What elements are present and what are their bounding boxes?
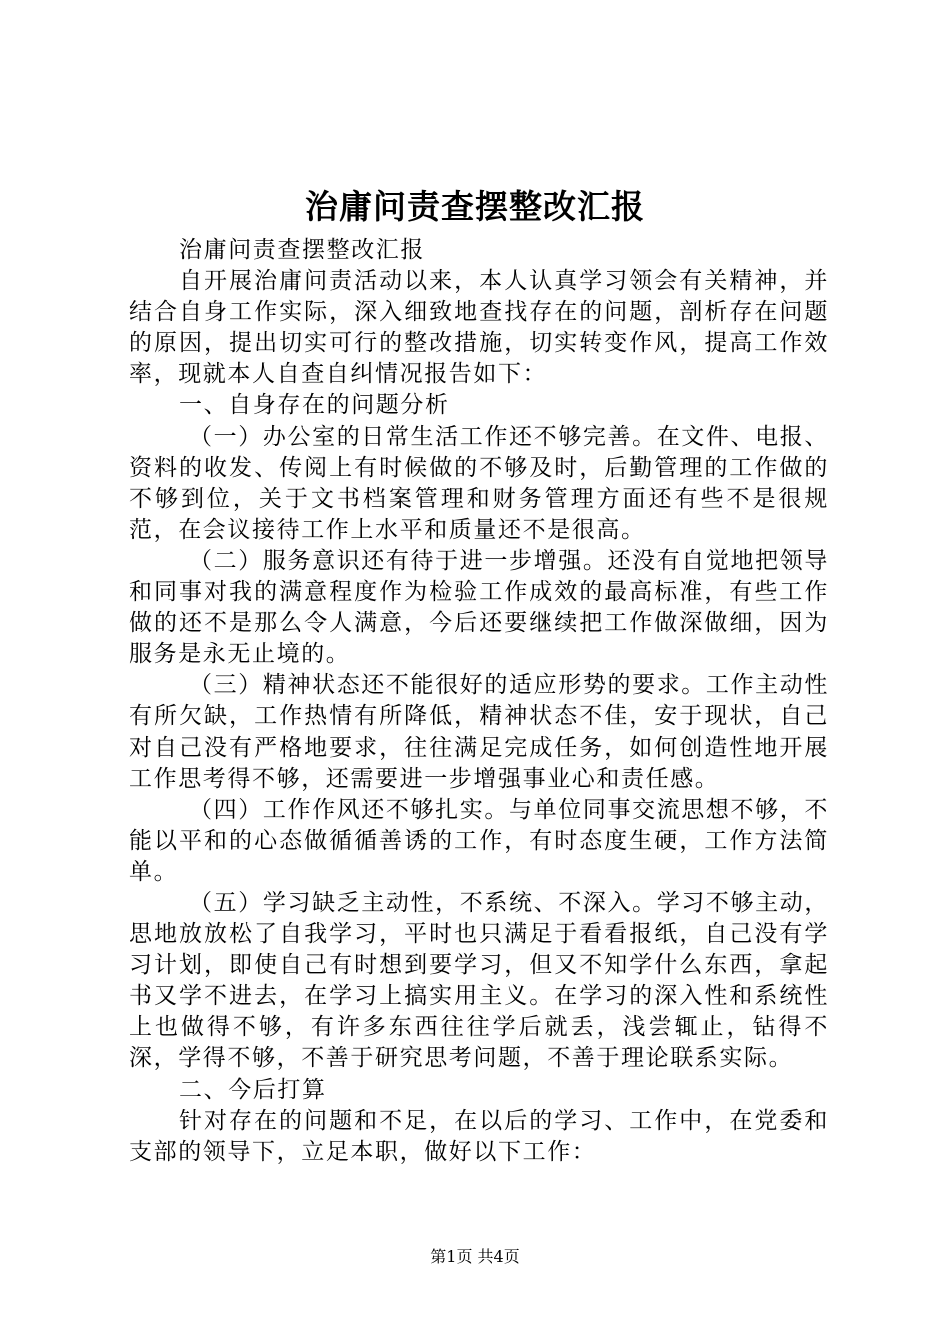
document-title: 治庸问责查摆整改汇报 [305,187,645,226]
section-heading-plans: 二、今后打算 [179,1076,327,1103]
paragraph-problem-2: （二）服务意识还有待于进一步增强。还没有自觉地把领导和同事对我的满意程度作为检验工作成效的最高标准，有些工作做的还不是那么令人满意，今后还要继续把工作做深做细，因为服务是永无止境的。 [129,547,829,668]
section-heading-problems: 一、自身存在的问题分析 [179,392,450,419]
paragraph-problem-1: （一）办公室的日常生活工作还不够完善。在文件、电报、资料的收发、传阅上有时候做的不够及时，后勤管理的工作做的不够到位，关于文书档案管理和财务管理方面还有些不是很规范，在会议接待工作上水平和质量还不是很高。 [129,423,829,543]
paragraph-heading-repeat: 治庸问责查摆整改汇报 [179,237,425,263]
page-number-footer: 第1页 共4页 [430,1247,520,1266]
document-body [129,235,829,1168]
paragraph-problem-5: （五）学习缺乏主动性，不系统、不深入。学习不够主动，思地放放松了自我学习，平时也只满足于看看报纸，自己没有学习计划，即使自己有时想到要学习，但又不知学什么东西，拿起书又学不进去，在学习上搞实用主义。在学习的深入性和系统性上也做得不够，有许多东西往往学后就丢，浅尝辄止，钻得不深，学得不够，不善于研究思考问题，不善于理论联系实际。 [129,889,829,1072]
paragraph-intro: 自开展治庸问责活动以来，本人认真学习领会有关精神，并结合自身工作实际，深入细致地查找存在的问题，剖析存在问题的原因，提出切实可行的整改措施，切实转变作风，提高工作效率，现就本人自查自纠情况报告如下： [129,268,829,388]
paragraph-problem-3: （三）精神状态还不能很好的适应形势的要求。工作主动性有所欠缺，工作热情有所降低，精神状态不佳，安于现状，自己对自己没有严格地要求，往往满足完成任务，如何创造性地开展工作思考得不够，还需要进一步增强事业心和责任感。 [129,672,829,792]
paragraph-problem-4: （四）工作作风还不够扎实。与单位同事交流思想不够，不能以平和的心态做循循善诱的工作，有时态度生硬，工作方法简单。 [129,796,829,885]
paragraph-plans-intro: 针对存在的问题和不足，在以后的学习、工作中，在党委和支部的领导下，立足本职，做好以下工作： [129,1107,829,1165]
